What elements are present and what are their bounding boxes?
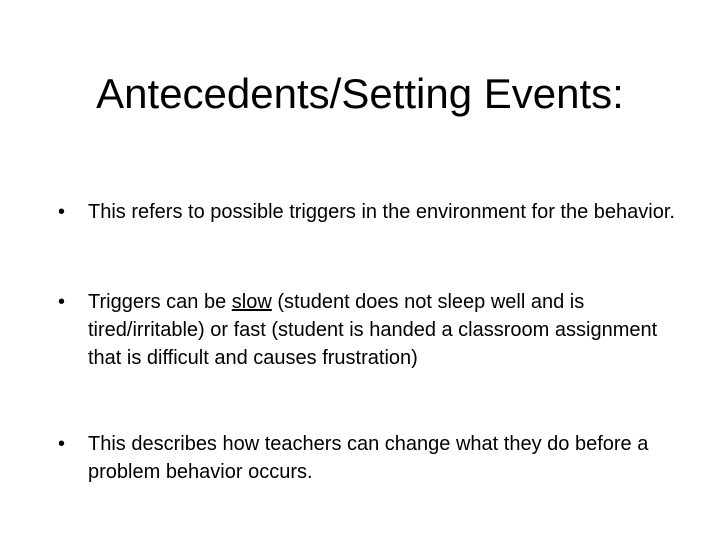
slide-title: Antecedents/Setting Events: <box>96 70 624 117</box>
bullet-marker: • <box>58 433 66 455</box>
bullet-item <box>58 430 678 486</box>
bullet-item <box>58 288 678 372</box>
bullet-text <box>88 288 678 372</box>
bullet-text: This describes how teachers can change what they do before a problem behavior occurs. <box>88 433 649 483</box>
bullet-marker: • <box>58 291 66 313</box>
bullet-text-before: Triggers can be <box>88 291 232 313</box>
bullet-text-after: (student does not sleep well and is tired/irritable) or fast (student is handed a classroom assignment that is difficult and causes frustration) <box>88 291 658 369</box>
bullet-text: This refers to possible triggers in the environment for the behavior. <box>88 201 675 223</box>
bullet-item <box>58 198 678 226</box>
underlined-word: slow <box>231 291 272 313</box>
bullet-marker: • <box>58 201 66 223</box>
